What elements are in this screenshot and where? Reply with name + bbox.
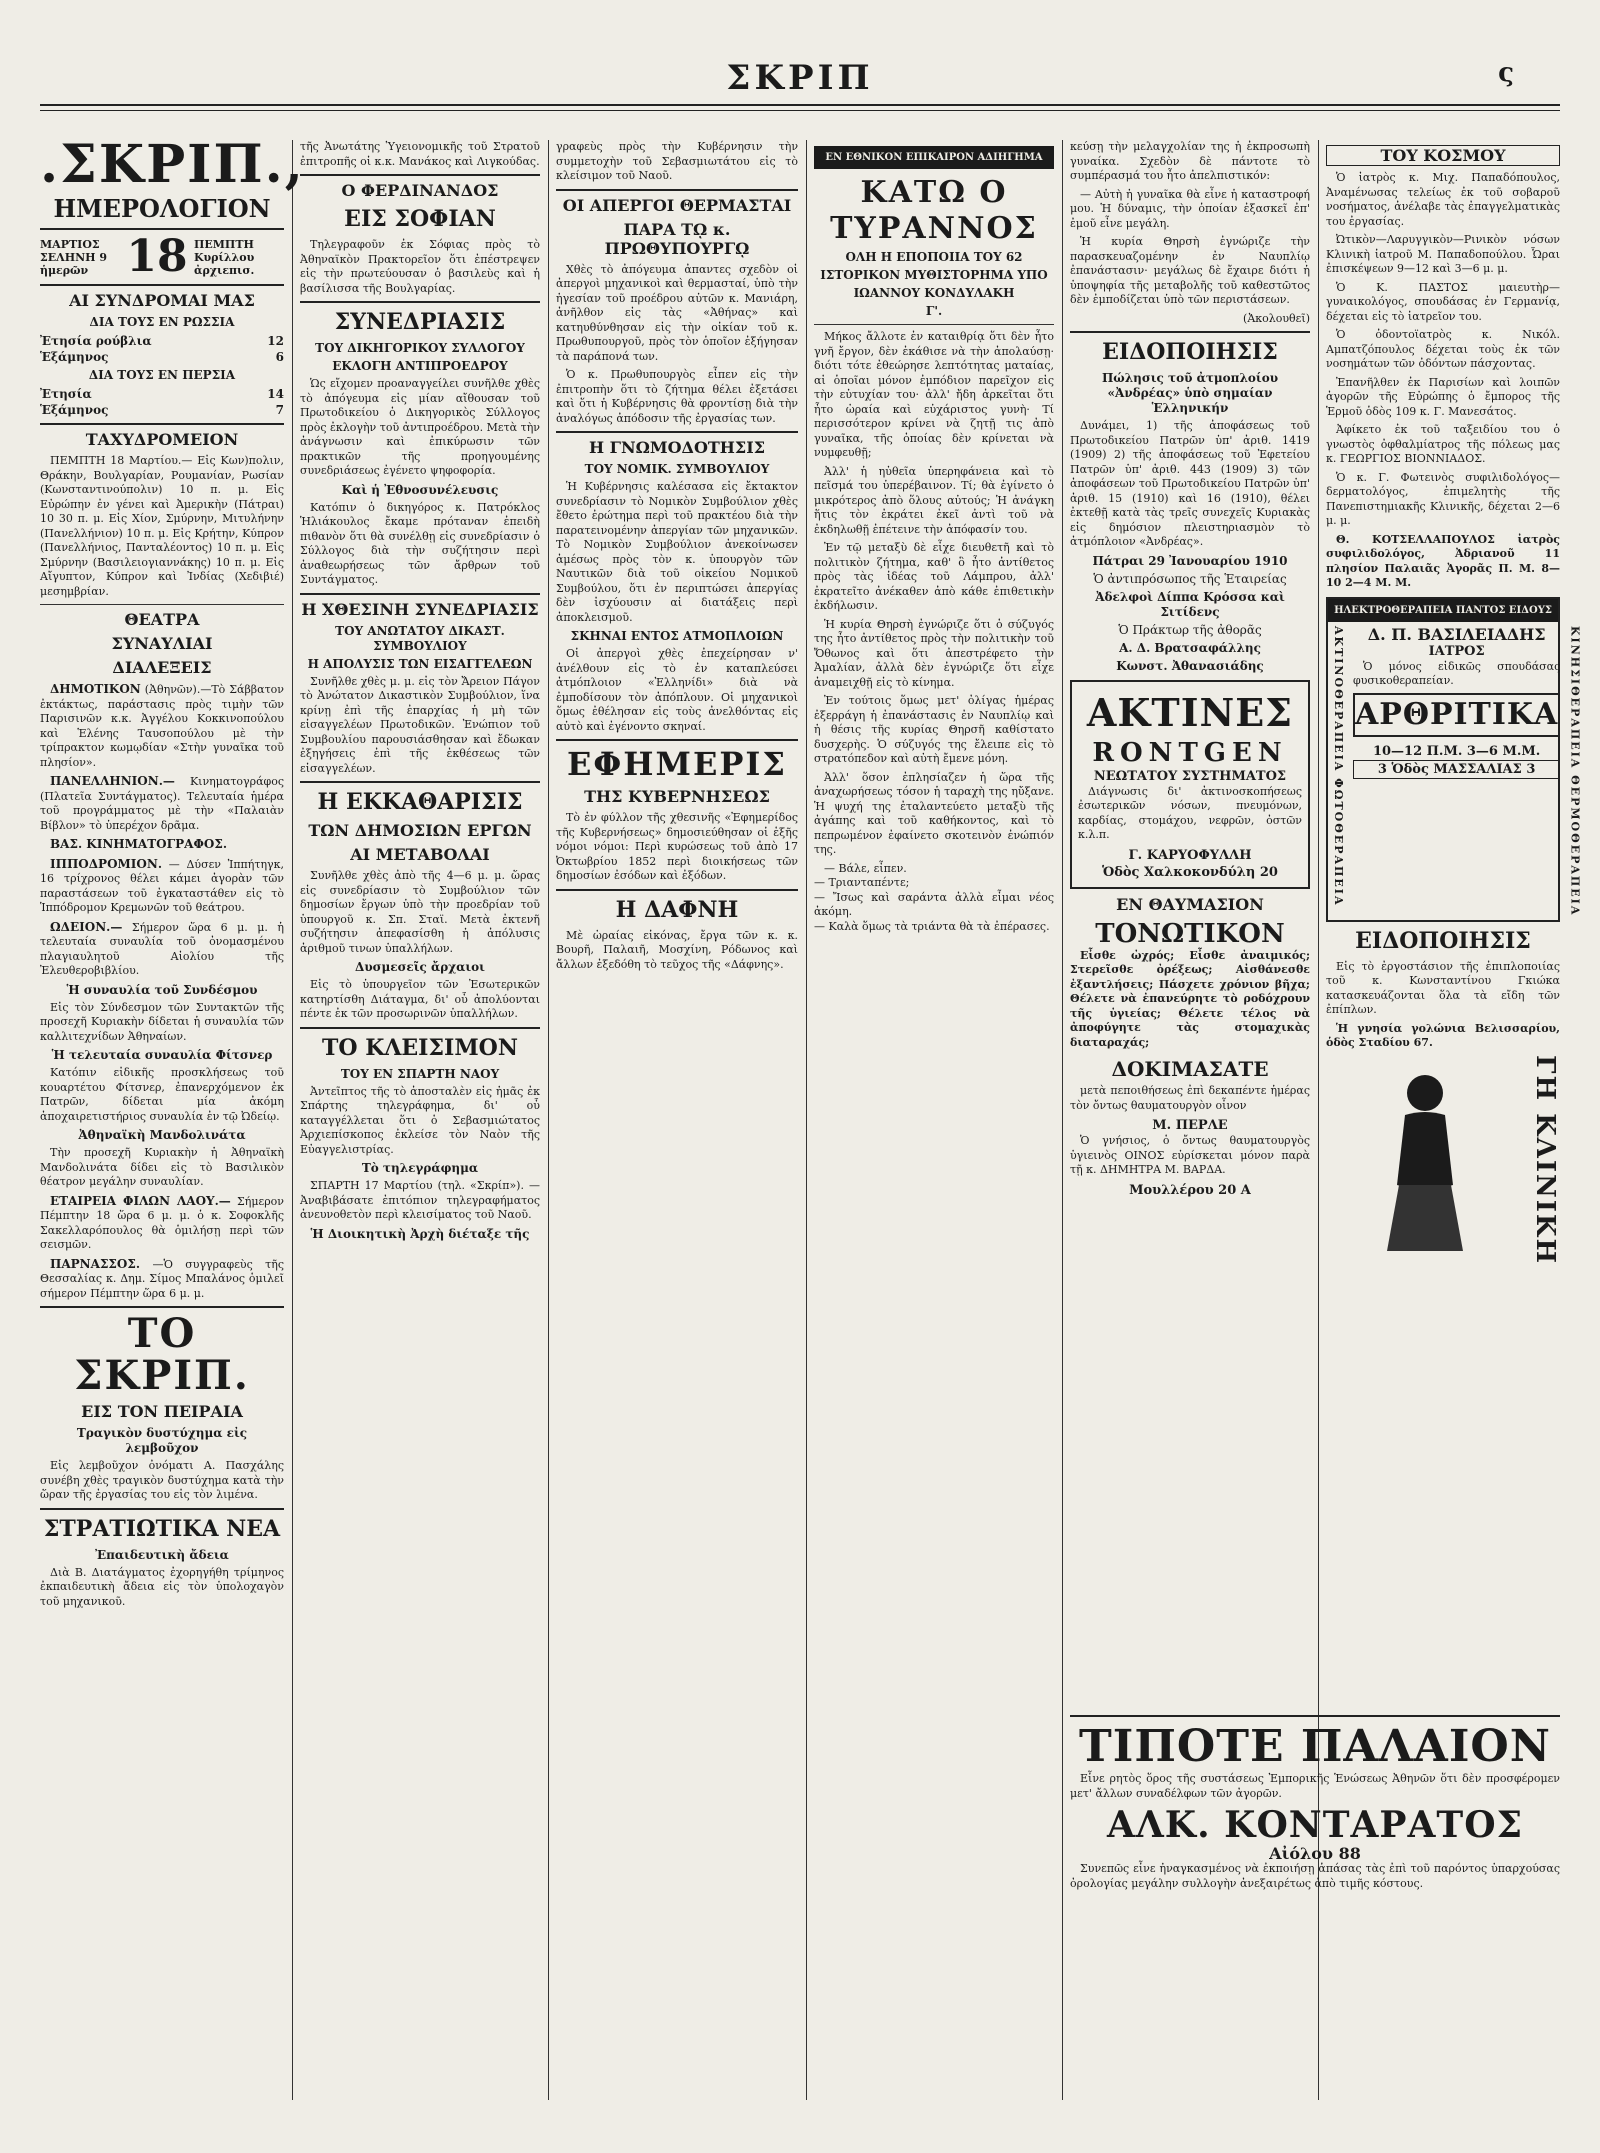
kosmos-ad: Ἐπανῆλθεν ἐκ Παρισίων καὶ λοιπῶν ἀγορῶν τῆς Εὐρώπης ὁ ἔμπορος τῆς Ἑρμοῦ ὁδὸς 109 κ. Γ. Μανεσάτος.	[1326, 375, 1560, 418]
col3-intro: γραφεὺς πρὸς τὴν Κυβέρνησιν τὴν συμμετοχὴν τοῦ Σεβασμιωτάτου εἰς τὸ κλείσιμον τοῦ Ναοῦ.	[556, 140, 798, 182]
tents-text: Οἱ ἀπεργοὶ χθὲς ἐπεχείρησαν ν' ἀνέλθουν εἰς τὸ ἐν καταπλεύσει ἀτμόπλοιον «Ἐλληνίδι» διὰ νὰ ἐμποδίσουν τὸν ἀπόπλουν. Οἱ μηχανικοὶ ὅμως ἐθέλησαν εἰς τοὺς ἀνελθόντας εἰς αὐτὸ καὶ ἐγένοντο σκηναί.	[556, 647, 798, 733]
woman-figure-icon	[1355, 1065, 1495, 1255]
kosmos-title: ΤΟΥ ΚΟΣΜΟΥ	[1326, 145, 1560, 166]
court-text: Συνῆλθε χθὲς μ. μ. εἰς τὸν Ἄρειον Πάγον τὸ Ἀνώτατον Δικαστικὸν Συμβούλιον, ἵνα κρίνῃ ἐπὶ τῆς ἐπαρχίας ἡ μὴ τῶν εἰσαγγελέων Πρωτοδικῶν. Ἐνώπιον τοῦ Συμβουλίου παρουσιάσθησαν καὶ ἔδωκαν ἐξηγήσεις ἐπὶ τῆς ἐκθέσεως τῶν εἰσαγγελέων.	[300, 674, 540, 775]
notices2-title: ΕΙΔΟΠΟΙΗΣΙΣ	[1355, 927, 1531, 954]
fitsner-title: Ἡ τελευταία συναυλία Φίτσνερ	[51, 1048, 273, 1062]
dafni-text: Μὲ ὡραίας εἰκόνας, ἔργα τῶν κ. κ. Βουρῆ, Παλαιῆ, Μοσχίνη, Ρόδωνος καὶ ἄλλων ἐξεδόθη τὸ τεῦχος τῆς «Δάφνης».	[556, 928, 798, 971]
panellinion-text: Κινηματογράφος (Πλατεῖα Συντάγματος). Τελευταία ἡμέρα τοῦ προγράμματος μὲ τὴν «Παλαιὰν Βίβλον» τὸ ὑπερέχον δρᾶμα.	[40, 775, 284, 832]
strike-text2: Ὁ κ. Πρωθυπουργὸς εἶπεν εἰς τὴν ἐπιτροπὴν ὅτι τὸ ζήτημα θέλει ἐξετάσει καὶ ὅτι ἡ Κυβέρνησις θὰ φροντίσῃ διὰ τὴν ἀναλόγως ἀπόδοσιν τῆς ἐργασίας των.	[556, 368, 798, 425]
odeion-text: Σήμερον ὥρα 6 μ. μ. ἡ τελευταία συναυλία τοῦ ὀνομασμένου πλαγιαυλητοῦ Αἰολίου τῆς Ἐλευθεροβιβλίου.	[40, 920, 284, 977]
subscriptions-russia: ΔΙΑ ΤΟΥΣ ΕΝ ΡΩΣΣΙΑ	[89, 315, 235, 329]
kontaratos-name: ΑΛΚ. ΚΟΝΤΑΡΑΤΟΣ	[1106, 1804, 1524, 1846]
subscription-row: Ἐτησία ρούβλια 12	[40, 334, 284, 348]
tonic-name: Μ. ΠΕΡΛΕ	[1152, 1118, 1228, 1133]
notices-sub: Πώλησις τοῦ ἀτμοπλοίου «Ἀνδρέας» ὑπὸ σημαίαν Ἑλληνικήν	[1101, 371, 1279, 415]
dimotikon-label: ΔΗΜΟΤΙΚΟΝ	[50, 682, 141, 696]
gnom-title: Η ΓΝΩΜΟΔΟΤΗΣΙΣ	[588, 438, 766, 457]
concerts-title: ΣΥΝΑΥΛΙΑΙ	[111, 634, 213, 653]
tele-title: Τὸ τηλεγράφημα	[361, 1161, 479, 1175]
kleisimon-title: ΤΟ ΚΛΕΙΣΙΜΟΝ	[322, 1034, 518, 1061]
dimotikon-text: (Ἀθηνῶν).—Τὸ Σάββατον ἐκτάκτως, παράστασις πρὸς τιμὴν τῶν Παρισινῶν κ.κ. Ἀγγέλου Κοκκινοπούλου καὶ Ἑλένης Ταυσοπούλου μὲ τὴν τρίπρακτον κωμῳδίαν «Στὴν γυναῖκα τοῦ πλησίον».	[40, 683, 284, 769]
column-4	[814, 140, 1054, 2100]
subscriptions-title: ΑΙ ΣΥΝΔΡΟΜΑΙ ΜΑΣ	[69, 291, 255, 310]
arthritis: ΑΡΘΡΙΤΙΚΑ	[1353, 693, 1560, 737]
strike-title: ΟΙ ΑΠΕΡΓΟΙ ΘΕΡΜΑΣΤΑΙ	[562, 195, 792, 215]
ferdinand-sub: ΕΙΣ ΣΟΦΙΑΝ	[344, 206, 496, 232]
calendar-date-right: ΠΕΜΠΤΗ Κυρίλλου ἀρχιεπισ.	[193, 237, 255, 277]
piraeus-title: ΤΟ ΣΚΡΙΠ.	[74, 1310, 250, 1399]
column-divider	[1062, 140, 1063, 2100]
mandolinata-text: Τὴν προσεχῆ Κυριακὴν ἡ Ἀθηναϊκὴ Μανδολινάτα δίδει εἰς τὸ Βασιλικὸν θέατρον μεγάλην συναυλίαν.	[40, 1146, 284, 1188]
works-sub2: ΑΙ ΜΕΤΑΒΟΛΑΙ	[350, 845, 490, 864]
calendar-date-left: ΜΑΡΤΙΟΣ ΣΕΛΗΝΗ 9 ἡμερῶν	[40, 237, 108, 277]
clinic-vertical: ΓΗ ΚΛΙΝΙΚΗ	[1530, 1054, 1560, 1265]
column-divider	[548, 140, 549, 2100]
syn-sub2: ΕΚΛΟΓΗ ΑΝΤΙΠΡΟΕΔΡΟΥ	[332, 359, 508, 373]
subscription-row: Ἑξάμηνος 6	[40, 350, 284, 364]
works-sub: ΤΩΝ ΔΗΜΟΣΙΩΝ ΕΡΓΩΝ	[308, 821, 532, 840]
notices-sign3: Ὁ Πράκτωρ τῆς ἀθορᾶς	[1118, 622, 1262, 637]
military-text: Διὰ Β. Διατάγματος ἐχορηγήθη τρίμηνος ἐκπαιδευτικὴ ἄδεια εἰς τὸν ὑπολοχαγὸν τοῦ μηχανικοῦ.	[40, 1565, 284, 1608]
serial-p7: — Βάλε, εἶπεν. — Τριανταπέντε; — Ἴσως καὶ σαράντα ἀλλὰ εἶμαι νέος ἀκόμη. — Καλὰ ὅμως τὰ τριάντα θὰ τὰ ἐπέρασες.	[814, 861, 1054, 933]
tele-sub: Ἡ Διοικητικὴ Ἀρχὴ διέταξε τῆς	[310, 1226, 530, 1241]
syn-text2: Κατόπιν ὁ δικηγόρος κ. Πατρόκλος Ἡλιάκουλος ἔκαμε πρόταναν ἐπειδὴ πιθανὸν ὅτι θὰ συνέλθῃ εἰς συνεδρίασιν ὁ Σύλλογος διὰ τὴν συζήτησιν περὶ ἀναθεωρήσεως τῶν ἄρθρων τοῦ Συντάγματος.	[300, 500, 540, 586]
works-sub3: Δυσμεσεῖς ἄρχαιοι	[355, 960, 485, 974]
post-title: ΤΑΧΥΔΡΟΜΕΙΟΝ	[85, 430, 239, 449]
knit-text: Ἡ γνησία γολώνια Βελισσαρίου, ὁδὸς Σταδίου 67.	[1326, 1021, 1560, 1050]
top-rule-thin	[40, 110, 1560, 111]
notices-sign4: Α. Δ. Βρατσαφάλλης	[1119, 640, 1261, 655]
syn-sub: ΤΟΥ ΔΙΚΗΓΟΡΙΚΟΥ ΣΥΛΛΟΓΟΥ	[315, 341, 525, 355]
strike-sub: ΠΑΡΑ Τῼ κ. ΠΡΩΘΥΠΟΥΡΓῼ	[604, 219, 750, 258]
kosmos-ad: Ἀφίκετο ἐκ τοῦ ταξειδίου του ὁ γνωστὸς ὀφθαλμίατρος τῆς πόλεως μας κ. ΓΕΩΡΓΙΟΣ ΒΙΟΝΝΙΑΔΟΣ.	[1326, 423, 1560, 465]
serial-author: (Ἀκολουθεῖ)	[1243, 311, 1310, 325]
fitsner-text: Κατόπιν εἰδικῆς προσκλήσεως τοῦ κουαρτέτου Φίτσνερ, ἐπανερχόμενον ἐκ Πατρῶν, δίδεται μία ἀκόμη ἀποχαιρετιστήριος συναυλία ἐν τῷ Ὠδείῳ.	[40, 1066, 284, 1123]
doctor-hours: 10—12 Π.Μ. 3—6 Μ.Μ.	[1372, 743, 1541, 759]
column-3	[556, 140, 798, 2100]
syn-sub3: Καὶ ἡ Ἐθνοσυνέλευσις	[341, 482, 499, 497]
doctor-text: Ὁ μόνος εἰδικῶς σπουδάσας φυσικοθεραπείαν.	[1353, 659, 1561, 687]
notices-sign2: Ἀδελφοὶ Δίππα Κρόσσα καὶ Σιτίδενς	[1095, 589, 1285, 619]
gazette-sub: ΤΗΣ ΚΥΒΕΡΝΗΣΕΩΣ	[584, 787, 770, 806]
kontaratos-text: Συνεπῶς εἶνε ἠναγκασμένος νὰ ἐκποιήσῃ ἁπάσας τὰς ἐπὶ τοῦ παρόντος ὑπαρχούσας ὀρολογίας μεγάλην συλλογὴν ἀνεξαιρέτως ἀπὸ τιμῆς κόστους.	[1070, 1862, 1560, 1890]
dafni-title: Η ΔΑΦΝΗ	[615, 896, 739, 923]
old-text: Εἶνε ρητὸς ὅρος τῆς συστάσεως Ἐμπορικῆς Ἑνώσεως Ἀθηνῶν ὅτι δὲν προσφέρομεν μετ' ἄλλων συναδέλφων τῶν ἀγορῶν.	[1070, 1772, 1560, 1800]
tents-title: ΣΚΗΝΑΙ ΕΝΤΟΣ ΑΤΜΟΠΛΟΙΩΝ	[570, 629, 784, 643]
xray-title2: RONTGEN	[1092, 737, 1288, 768]
piraeus-sub: ΕΙΣ ΤΟΝ ΠΕΙΡΑΙΑ	[81, 1402, 243, 1421]
tonic-addr: Μουλλέρου 20 Α	[1129, 1182, 1251, 1198]
gazette-title: ΕΦΗΜΕΡΙΣ	[567, 745, 787, 783]
kosmos-ad: Ὁ Κ. ΠΑΣΤΟΣ μαιευτὴρ—γυναικολόγος, σπουδάσας ἐν Γερμανίᾳ, δέχεται εἰς τὸ ἰατρεῖον του.	[1326, 280, 1560, 323]
court-sub2: Η ΑΠΟΛΥΣΙΣ ΤΩΝ ΕΙΣΑΓΓΕΛΕΩΝ	[307, 656, 533, 671]
kosmos-ad: Ὁ ἰατρὸς κ. Μιχ. Παπαδόπουλος, Ἀναμένωσας τελείως ἐκ τοῦ σοβαροῦ νοσήματος, ἀνέλαβε τὰς ἐπαγγελματικὰς του ἐργασίας.	[1326, 171, 1560, 228]
notices-sign1: Ὁ ἀντιπρόσωπος τῆς Ἑταιρείας	[1093, 571, 1287, 586]
doctor-title: ΙΑΤΡΟΣ	[1428, 643, 1485, 659]
serial-sub1: ΟΛΗ Η ΕΠΟΠΟΙΙΑ ΤΟΥ 62	[845, 250, 1023, 264]
calendar-date	[40, 231, 284, 282]
masthead-title: ΣΚΡΙΠ	[726, 58, 874, 98]
notices-title: ΕΙΔΟΠΟΙΗΣΙΣ	[1102, 339, 1278, 365]
post-text: ΠΕΜΠΤΗ 18 Μαρτίου.— Εἰς Κων)πολιν, Θράκην, Βουλγαρίαν, Ρουμανίαν, Ρωσίαν (Κωνσταντινούπολιν) 10 π. μ. Εἰς Εὐρώπην ἐν γένει καὶ Ἀμερικὴν (Πάτραι) 10 30 π. μ. Εἰς Χίον, Σμύρνην, Μιτυλήνην (Πανελλήνιον) 10 π. μ. Εἰς Κρήτην, Κύπρον (Πανελλήνιος, Πανταλέοντος) 10 π. μ. Εἰς Σμύρνην (Βασιλειογιαννάκης) 10 π. μ. Εἰς Αἴγυπτον, Κύπρον καὶ Ἰνδίας (Χεδιβιέ) μεσημβρίαν.	[40, 454, 284, 598]
serial-p6: Ἀλλ' ὅσον ἐπλησίαζεν ἡ ὥρα τῆς ἀναχωρήσεως τόσον ἡ ταραχὴ της ηὔξανε. Ἡ ψυχή της ἐταλαντεύετο μεταξὺ τῆς ἀγάπης καὶ τοῦ καθήκοντος, καὶ τὸ πεπρωμένον ἐφαίνετο σκοτεινὸν ἐνώπιόν της.	[814, 770, 1054, 856]
tele-text: ΣΠΑΡΤΗ 17 Μαρτίου (τηλ. «Σκρίπ»). — Ἀναβιβάσατε ἐπιτόπιον τηλεγραφήματος ἀνευνοθετὸν περὶ κλεισίματος τοῦ Ναοῦ.	[300, 1179, 540, 1221]
odeion-label: ΩΔΕΙΟΝ.—	[50, 919, 123, 934]
serial-cont-p3: Ἡ κυρία Θηρσὴ ἐγνώριζε τὴν παρασκευαζομένην ἐν Ναυπλίῳ ἐπανάστασιν· μεγάλως δὲ ἔχαιρε διότι ἡ ὑποψηφία τῆς μεταβολῆς τοῦ καθεστῶτος δὲν ἐμποδίζεται ὑπὸ τῶν περιστάσεων.	[1070, 235, 1310, 306]
serial-banner: ΕΝ ΕΘΝΙΚΟΝ ΕΠΙΚΑΙΡΟΝ ΑΔΙΗΓΗΜΑ	[814, 146, 1054, 169]
top-rule	[40, 104, 1560, 106]
syn-text: Ὡς εἴχομεν προαναγγείλει συνῆλθε χθὲς τὸ ἀπόγευμα εἰς μίαν αἴθουσαν τοῦ Πρωτοδικείου ὁ Δικηγορικὸς Σύλλογος πρὸς ἐκλογὴν τοῦ ἀντιπροέδρου. Μετὰ τὴν ἀνάγνωσιν καὶ ἐπικύρωσιν τῶν πρακτικῶν τῆς προηγουμένης συνεδριάσεως ἐγένετο ψηφοφορία.	[300, 377, 540, 477]
old-title: ΤΙΠΟΤΕ ΠΑΛΑΙΟΝ	[1079, 1721, 1551, 1772]
lectures-title: ΔΙΑΛΕΞΕΙΣ	[112, 658, 212, 677]
doctor-name: Δ. Π. ΒΑΣΙΛΕΙΑΔΗΣ	[1367, 624, 1546, 644]
brand-title: .ΣΚΡΙΠ.,	[40, 134, 305, 195]
notices-sign5: Κωνστ. Ἀθανασιάδης	[1116, 658, 1264, 673]
kleisimon-text: Ἀντεῖπτος τῆς τὸ ἀποσταλὲν εἰς ἡμᾶς ἐκ Σπάρτης τηλεγράφημα, δι' οὗ καταγγέλλεται ὅτι ὁ Σεβασμιώτατος Ἀρχιεπίσκοπος ἐκλείσε τὸν Ναὸν τῆς Εὐαγγελιστρίας.	[300, 1084, 540, 1156]
court-sub: ΤΟΥ ΑΝΩΤΑΤΟΥ ΔΙΚΑΣΤ. ΣΥΜΒΟΥΛΙΟΥ	[335, 623, 505, 653]
kosmos-ad: Ὁ κ. Γ. Φωτεινὸς συφιλιδολόγος—δερματολόγος, ἐπιμελητὴς τῆς Πανεπιστημιακῆς Κλινικῆς, δέχεται 2—6 μ. μ.	[1326, 470, 1560, 527]
tonic-title: ΕΝ ΘΑΥΜΑΣΙΟΝ	[1116, 894, 1264, 914]
column-1	[40, 134, 305, 2100]
calendar-date-number: 18	[126, 231, 188, 282]
subscription-row: Ἐτησία 14	[40, 387, 284, 401]
serial-p2: Ἀλλ' ἡ ηὐθεῖα ὑπερηφάνεια καὶ τὸ πεῖσμά του ὑπερέβαινον. Τί; θὰ ἐγίνετο ὁ μικρότερος ἀπὸ ὅλους αὐτούς; Ἡ ἀνάγκη ἥτις τὸν ἐκράτει ἐκεῖ ἀντὶ τοῦ νὰ ἐκδηλωθῇ ἐπέτεινε τὴν ἀπόφασίν του.	[814, 464, 1054, 536]
tonic-try: ΔΟΚΙΜΑΣΑΤΕ	[1111, 1057, 1269, 1081]
military-sub: Ἐπαιδευτικὴ ἄδεια	[95, 1547, 229, 1562]
hippodromion-text: — Δύσεν Ἱππήτηγκ, 16 τρίχρονος θέλει κάμει ἀγορὰν τῶν παραστάσεων τοῦ ἐγκαταστάθεν εἰς τὸ Ἱππόδρομον Κρεμωνῶν τοῦ θεάτρου.	[40, 857, 284, 914]
piraeus-story: Τραγικὸν δυστύχημα εἰς λεμβοῦχον	[76, 1426, 248, 1455]
xray-text: Διάγνωσις δι' ἀκτινοσκοπήσεως ἐσωτερικῶν νόσων, πνευμόνων, καρδίας, στομάχου, νεφρῶν, ὀστῶν κ.λ.π.	[1078, 784, 1302, 841]
serial-sub2: ΙΣΤΟΡΙΚΟΝ ΜΥΘΙΣΤΟΡΗΜΑ ΥΠΟ	[820, 268, 1048, 282]
vaz-label: ΒΑΣ. ΚΙΝΗΜΑΤΟΓΡΑΦΟΣ.	[50, 837, 228, 851]
works-title: Η ΕΚΚΑΘΑΡΙΣΙΣ	[317, 789, 523, 815]
gnom-sub: ΤΟΥ ΝΟΜΙΚ. ΣΥΜΒΟΥΛΙΟΥ	[584, 462, 770, 476]
notices2-text: Εἰς τὸ ἐργοστάσιον τῆς ἐπιπλοποιίας τοῦ κ. Κωνσταντίνου Γκιώκα κατασκευάζονται ὅλα τὰ εἴδη τῶν ἐπίπλων.	[1326, 959, 1560, 1017]
etaireia-text: Σήμερον Πέμπτην 18 ὥρα 6 μ. μ. ὁ κ. Σοφοκλῆς Σακελλαρόπουλος θὰ ὁμιλήσῃ περὶ τῶν σεισμῶν.	[40, 1194, 284, 1251]
serial-cont-p2: — Αὐτὴ ἡ γυναῖκα θὰ εἶνε ἡ καταστροφή μου. Ἡ δύναμις, τὴν ὁποίαν ἐξασκεῖ ἐπ' ἐμοῦ εἶνε μεγάλη.	[1070, 187, 1310, 230]
xray-addr2: Ὁδὸς Χαλκοκονδύλη 20	[1102, 864, 1278, 880]
doctor-addr: 3 Ὁδὸς ΜΑΣΣΑΛΙΑΣ 3	[1353, 760, 1560, 779]
tonic-text3: Ὁ γνήσιος, ὁ ὄντως θαυματουργὸς ὑγιεινὸς ΟΙΝΟΣ εὑρίσκεται μόνον παρὰ τῇ κ. ΔΗΜΗΤΡΑ Μ. ΒΑΡΔΑ.	[1070, 1134, 1310, 1176]
syn-title: ΣΥΝΕΔΡΙΑΣΙΣ	[334, 309, 506, 335]
gnom-text: Ἡ Κυβέρνησις καλέσασα εἰς ἔκτακτον συνεδρίασιν τὸ Νομικὸν Συμβούλιον χθὲς ἔθετο ἐρώτημα περὶ τοῦ πρακτέου διὰ τὴν παρατεινομένην ἀπεργίαν τῶν μηχανικῶν. Τὸ Νομικὸν Συμβούλιον ἀνεκοίνωσεν ἀμέσως πρὸς τὸν κ. ὑπουργὸν τῶν Ναυτικῶν διὰ τοῦ οἰκείου Νομικοῦ Συμβούλου, ὅτι ἐν περιπτώσει ἀπεργίας δὲν ἰσχύουσιν αἱ διατάξεις περὶ ἀποκλεισμοῦ.	[556, 480, 798, 624]
side-right: ΚΙΝΗΣΙΘΕΡΑΠΕΙΑ ΘΕΡΜΟΘΕΡΑΠΕΙΑ	[1568, 625, 1582, 916]
piraeus-text: Εἰς λεμβοῦχον ὀνόματι Α. Πασχάλης συνέβη χθὲς τραγικὸν δυστύχημα κατὰ τὴν ὥραν τῆς ἐργασίας του εἰς τὸν λιμένα.	[40, 1459, 284, 1501]
mandolinata-title: Ἀθηναϊκὴ Μανδολινάτα	[78, 1128, 246, 1142]
serial-p1: Μήκος ἄλλοτε ἐν καταιθρίᾳ ὅτι δὲν ἦτο γνῆ ἔργον, δὲν ἐκάθισε νὰ τὴν ἀπολαύσῃ· διότι τότε ἐθεώρησε λεπτότητας ματαίας, αἱ ὁποῖαι μόνον ἐμπόδιον παρεῖχον εἰς τὴν εὐτυχίαν του· ἀλλ' ἤδη ἀρκεῖται ὅτι ἦτο ὡραία καὶ εὐχάριστος γυνὴ· Τί περισσότερον κρίνει νὰ ζητῇ τις ἀπὸ γυναῖκα, τῆς ὁποίας δὲν κρίνεται νὰ νυμφευθῇ;	[814, 330, 1054, 459]
col2-intro: τῆς Ἀνωτάτης Ὑγειονομικῆς τοῦ Στρατοῦ ἐπιτροπῆς οἱ κ.κ. Μανάκος καὶ Λιγκούδας.	[300, 140, 540, 168]
column-6	[1326, 140, 1582, 1700]
theatres-title: ΘΕΑΤΡΑ	[124, 610, 200, 629]
syndesmos-text: Εἰς τὸν Σύνδεσμον τῶν Συντακτῶν τῆς προσεχῆ Κυριακὴν δίδεται ἡ συναυλία τῶν καλλιτεχνίδων Ἀθηναίων.	[40, 1000, 284, 1043]
column-2	[300, 140, 540, 2100]
strike-text: Χθὲς τὸ ἀπόγευμα ἀπαντες σχεδὸν οἱ ἀπεργοὶ μηχανικοὶ καὶ θερμασταί, ὑπὸ τὴν ἡγεσίαν τοῦ προέδρου αὐτῶν κ. Μανιάρη, ἀνῆλθον εἰς τὰς «Ἀθήνας» καὶ κατηυθύνθησαν εἰς τὴν οἰκίαν τοῦ κ. Πρωθυπουργοῦ, πρὸς τὸν ὁποῖον ἐξήγησαν τὰ παράπονά των.	[556, 262, 798, 363]
parnassos-label: ΠΑΡΝΑΣΣΟΣ.	[50, 1256, 141, 1271]
kontaratos-addr: Αἰόλου 88	[1269, 1844, 1361, 1863]
court-title: Η ΧΘΕΣΙΝΗ ΣΥΝΕΔΡΙΑΣΙΣ	[301, 599, 539, 619]
subscriptions-persia: ΔΙΑ ΤΟΥΣ ΕΝ ΠΕΡΣΙΑ	[88, 368, 236, 382]
notices-text: Δυνάμει, 1) τῆς ἀποφάσεως τοῦ Πρωτοδικείου Πατρῶν ὑπ' ἀριθ. 1419 (1909) 2) τῆς ἀποφάσεως τοῦ Ἐφετείου Πατρῶν ὑπ' ἀριθ. 443 (1909) 3) τῶν ἀποφάσεων τοῦ Πρωτοδικείου Πατρῶν ὑπ' ἀριθ. 15 (1910) καὶ 16 (1910), θέλει ἐκτεθῇ κατὰ τὰς τρεῖς συνεχεῖς Κυριακὰς εἰς δημόσιον πλειστηριασμὸν τὸ ἀτμόπλοιον «Ἀνδρέας».	[1070, 419, 1310, 548]
etaireia-label: ΕΤΑΙΡΕΙΑ ΦΙΛΩΝ ΛΑΟΥ.—	[50, 1193, 231, 1208]
ferdinand-text: Τηλεγραφοῦν ἐκ Σόφιας πρὸς τὸ Ἀθηναϊκὸν Πρακτορεῖον ὅτι ἐπέστρεψεν εἰς τὴν πρωτεύουσαν ὁ βασιλεὺς καὶ ἡ βασίλισσα τῆς Βουλγαρίας.	[300, 238, 540, 295]
kosmos-ad: Ὠτικὸν—Λαρυγγικὸν—Ρινικὸν νόσων Κλινικὴ ἰατροῦ Μ. Παπαδοπούλου. Ὧραι ἐπισκέψεων 9—12 καὶ 3—6 μ. μ.	[1326, 233, 1560, 275]
xray-title: ΑΚΤΙΝΕΣ	[1086, 689, 1294, 735]
tonic-text: Εἶσθε ὠχρός; Εἶσθε ἀναιμικός; Στερεῖσθε ὀρέξεως; Αἰσθάνεσθε ἐξαντλήσεις; Πάσχετε χρόνιον βῆχα; Θέλετε νὰ ἐπανεύρητε τὸ ροδόχρουν τῆς ὑγιείας; Θέλετε τέλος νὰ ἀποφύγητε τὰς στομαχικὰς διαταραχάς;	[1070, 948, 1310, 1049]
subscription-row: Ἑξάμηνος 7	[40, 403, 284, 417]
panellinion-label: ΠΑΝΕΛΛΗΝΙΟΝ.—	[50, 774, 175, 788]
column-divider	[292, 140, 293, 2100]
serial-title: ΚΑΤΩ Ο ΤΥΡΑΝΝΟΣ	[830, 175, 1038, 246]
gazette-text: Τὸ ἐν φύλλον τῆς χθεσινῆς «Ἐφημερίδος τῆς Κυβερνήσεως» δημοσιεύθησαν οἱ ἑξῆς νόμοι νόμοι: Περὶ κυρώσεως τοῦ ἀπὸ 17 Ὀκτωβρίου 1852 περὶ διοικήσεως τῶν δημοσίων ἐσόδων καὶ ἐξόδων.	[556, 811, 798, 882]
kosmos-ad: Ὁ ὀδοντοϊατρὸς κ. Νικόλ. Αμπατζόπουλος δέχεται τοὺς ἐκ τῶν νοσημάτων τῶν ὀδόντων πάσχοντας.	[1326, 328, 1560, 370]
page-marker: ς	[1498, 58, 1514, 88]
serial-chapter: Γ'.	[925, 304, 943, 318]
column-divider	[806, 140, 807, 2100]
parnassos-text: —Ὁ συγγραφεὺς τῆς Θεσσαλίας κ. Δημ. Σίμος Μπαλάνος ὁμιλεῖ σήμερον Πέμπτην ὥρα 6 μ. μ.	[40, 1257, 284, 1300]
serial-cont-p1: κεύσῃ τὴν μελαγχολίαν της ἡ ἐκπροσωπὴ γυναίκα. Σχεδὸν δὲ πάντοτε τὸ συμπέρασμά του ἦτο ἀπελπιστικόν:	[1070, 140, 1310, 182]
ray-banner: ΗΛΕΚΤΡΟΘΕΡΑΠΕΙΑ ΠΑΝΤΟΣ ΕΙΔΟΥΣ	[1328, 599, 1558, 622]
military-title: ΣΤΡΑΤΙΩΤΙΚΑ ΝΕΑ	[43, 1515, 281, 1542]
syndesmos-title: Ἡ συναυλία τοῦ Συνδέσμου	[66, 982, 258, 997]
ferdinand-title: Ο ΦΕΡΔΙΝΑΝΔΟΣ	[341, 181, 499, 200]
serial-sub3: ΙΩΑΝΝΟΥ ΚΟΝΔΥΛΑΚΗ	[853, 286, 1015, 300]
clinic-ad	[1326, 1055, 1560, 1265]
serial-p5: Ἐν τούτοις ὅμως μετ' ὀλίγας ἡμέρας ἐξερράγη ἡ ἐπανάστασις ἐν Ναυπλίῳ καὶ ἡ θέσις τῆς κυρίας Θηρσῆ καθίστατο δυσχερὴς. Ὁ σύζυγός της ἔλειπε εἰς τὸ στρατόπεδον καὶ αὐτὴ ἔμενε μόνη.	[814, 694, 1054, 765]
calendar-title: ΗΜΕΡΟΛΟΓΙΟΝ	[53, 194, 271, 223]
kleisimon-sub: ΤΟΥ ΕΝ ΣΠΑΡΤΗ ΝΑΟΥ	[340, 1066, 500, 1081]
serial-p3: Ἐν τῷ μεταξὺ δὲ εἶχε διευθετῆ καὶ τὸ πολιτικὸν ζήτημα, καθ' ὃ ἦτο ἀντίθετος πρὸς τὰς ἰδέας τοῦ Λάμπρου, ἀλλ' ἐκρατεῖτο ἀνέκαθεν ἀπὸ κάθε ἐπιθετικὴν ἐκδήλωσιν.	[814, 541, 1054, 612]
xray-ad	[1070, 680, 1310, 889]
masthead	[0, 58, 1600, 98]
doctor-ad	[1326, 597, 1582, 922]
tonic-title2: ΤΟΝΩΤΙΚΟΝ	[1095, 918, 1285, 949]
kontaratos-ad	[1070, 1710, 1560, 2100]
xray-sub: ΝΕΩΤΑΤΟΥ ΣΥΣΤΗΜΑΤΟΣ	[1093, 768, 1287, 784]
serial-p4: Ἡ κυρία Θηρσὴ ἐγνώριζε ὅτι ὁ σύζυγός της ἦτο ἀντίθετος πρὸς τὴν πολιτικὴν τοῦ Ὄθωνος καὶ ὅτι ἀπεστρέφετο τὴν Ἀμαλίαν, ἀλλὰ δὲν ἐγνώριζε ὅτι εἶχε ἀναμειχθῇ εἰς τὸ κίνημα.	[814, 617, 1054, 689]
works-text: Συνῆλθε χθὲς ἀπὸ τῆς 4—6 μ. μ. ὥρας εἰς συνεδρίασιν τὸ Συμβούλιον τῶν δημοσίων ἔργων ὑπὸ τὴν προεδρίαν τοῦ ὑπουργοῦ κ. Σπ. Σταϊ. Μετὰ ἐκτενῆ συζήτησιν ἀπεφασίσθη ἡ ἀπόλυσις ἀριθμοῦ τινων ὑπαλλήλων.	[300, 869, 540, 955]
works-text2: Εἰς τὸ ὑπουργεῖον τῶν Ἐσωτερικῶν κατηρτίσθη Διάταγμα, δι' οὗ ἀπολύονται πέντε ἐκ τῶν προσωρινῶν ὑπαλλήλων.	[300, 978, 540, 1020]
tonic-text2: μετὰ πεποιθήσεως ἐπὶ δεκαπέντε ἡμέρας τὸν ὄντως θαυματουργὸν οἶνον	[1070, 1084, 1310, 1112]
xray-addr: Γ. ΚΑΡΥΟΦΥΛΛΗ	[1128, 847, 1252, 863]
kosmos-ad: Θ. ΚΟΤΣΕΛΛΑΠΟΥΛΟΣ ἰατρὸς συφιλιδολόγος, Ἀδριανοῦ 11 πλησίον Παλαιᾶς Ἀγορᾶς Π. Μ. 8—10 2—4 Μ. Μ.	[1326, 532, 1560, 589]
side-left: ΑΚΤΙΝΟΘΕΡΑΠΕΙΑ ΦΩΤΟΘΕΡΑΠΕΙΑ	[1332, 625, 1345, 906]
notices-place: Πάτραι 29 Ἰανουαρίου 1910	[1092, 553, 1288, 568]
hippodromion-label: ΙΠΠΟΔΡΟΜΙΟΝ.	[50, 856, 163, 871]
